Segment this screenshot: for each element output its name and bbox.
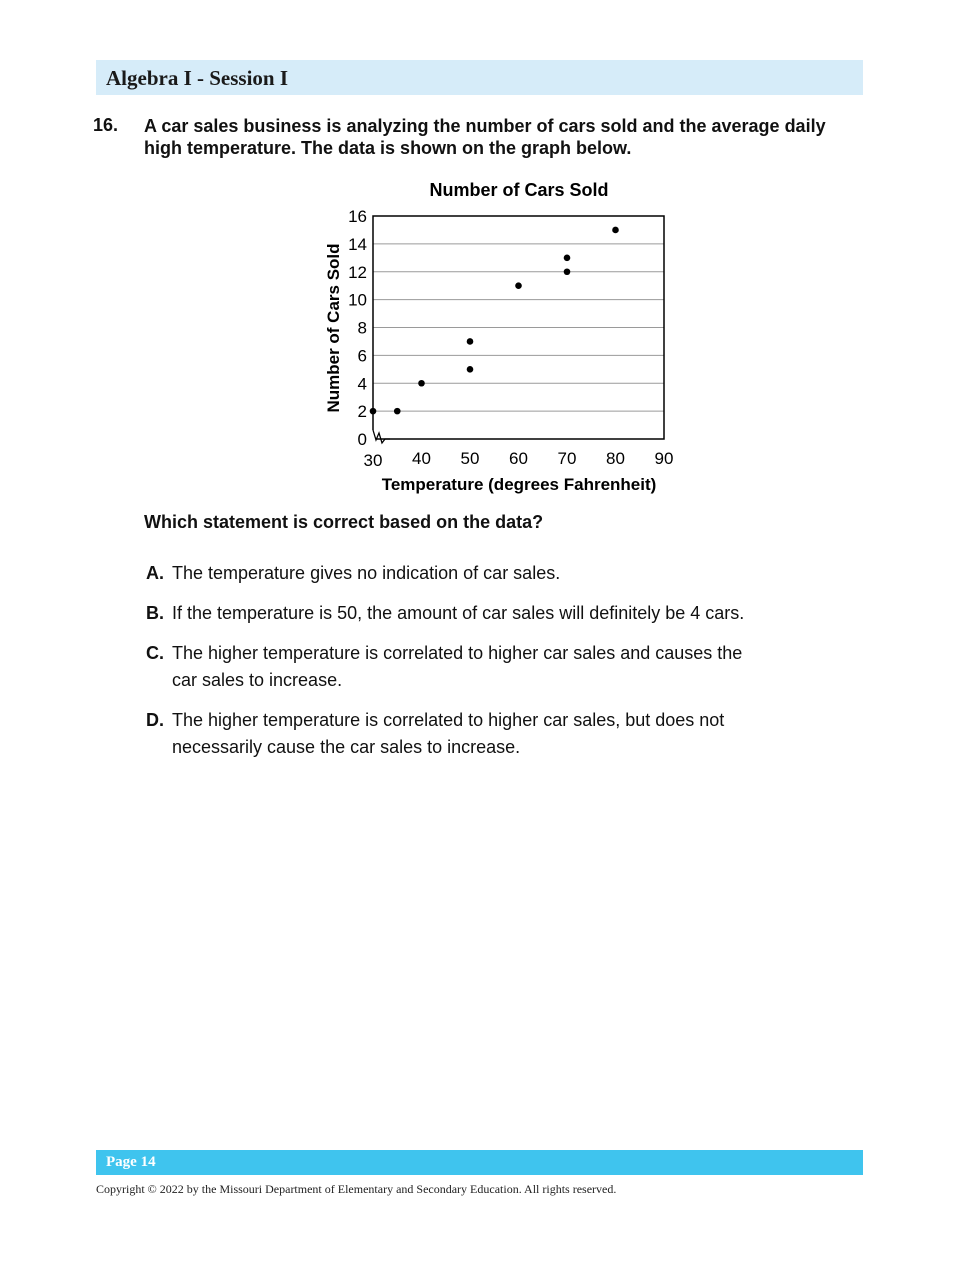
choice-b[interactable] bbox=[146, 600, 766, 627]
x-tick-labels bbox=[364, 449, 674, 470]
footer-bar bbox=[96, 1150, 863, 1175]
data-point bbox=[467, 338, 474, 345]
question-number: 16. bbox=[93, 115, 119, 135]
choice-c[interactable] bbox=[146, 640, 766, 694]
choice-c-text: The higher temperature is correlated to higher car sales and causes the car sales to increase. bbox=[172, 643, 743, 690]
choice-a[interactable] bbox=[146, 560, 766, 587]
chart-title: Number of Cars Sold bbox=[429, 180, 609, 200]
session-title: Algebra I - Session I bbox=[106, 66, 289, 90]
chart-grid bbox=[373, 244, 664, 411]
x-tick-label: 50 bbox=[460, 449, 480, 468]
data-point bbox=[394, 408, 401, 415]
choice-a-letter: A. bbox=[146, 563, 164, 583]
data-point bbox=[370, 408, 377, 415]
data-point bbox=[418, 380, 425, 387]
question-stem: A car sales business is analyzing the number of cars sold and the average daily high temperature. The data is shown on the graph below. bbox=[144, 116, 826, 158]
choice-d-letter: D. bbox=[146, 710, 164, 730]
scatter-chart bbox=[300, 170, 700, 500]
y-tick-label: 4 bbox=[357, 374, 367, 394]
data-point bbox=[612, 227, 619, 234]
y-tick-label: 14 bbox=[348, 234, 367, 254]
answer-choices bbox=[146, 560, 766, 774]
choice-d-text: The higher temperature is correlated to higher car sales, but does not necessarily cause the car sales to increase. bbox=[172, 710, 725, 757]
y-tick-label: 16 bbox=[348, 207, 367, 226]
data-points bbox=[370, 227, 619, 415]
y-tick-label: 12 bbox=[348, 262, 367, 282]
data-point bbox=[515, 282, 522, 289]
y-tick-label: 8 bbox=[357, 318, 367, 338]
data-point bbox=[467, 366, 474, 373]
data-point bbox=[564, 255, 571, 262]
y-tick-label: 10 bbox=[348, 290, 367, 310]
data-point bbox=[564, 268, 571, 275]
x-tick-label: 80 bbox=[606, 449, 625, 468]
x-tick-label: 30 bbox=[363, 451, 383, 470]
question-prompt: Which statement is correct based on the data? bbox=[144, 512, 544, 532]
x-tick-label: 60 bbox=[509, 449, 528, 468]
page-number: Page 14 bbox=[106, 1154, 156, 1170]
y-tick-label: 2 bbox=[357, 402, 367, 422]
y-tick-label: 0 bbox=[357, 430, 367, 449]
x-tick-label: 40 bbox=[412, 449, 431, 468]
x-axis-label: Temperature (degrees Fahrenheit) bbox=[381, 475, 657, 494]
choice-b-text: If the temperature is 50, the amount of car sales will definitely be 4 cars. bbox=[172, 603, 745, 623]
x-tick-label: 90 bbox=[654, 449, 674, 468]
y-tick-labels bbox=[348, 207, 367, 449]
header-bar bbox=[96, 60, 863, 95]
copyright-notice: Copyright © 2022 by the Missouri Department of Elementary and Secondary Education. All rights reserved. bbox=[96, 1182, 617, 1196]
choice-b-letter: B. bbox=[146, 603, 164, 623]
y-axis-label: Number of Cars Sold bbox=[324, 243, 343, 413]
choice-a-text: The temperature gives no indication of car sales. bbox=[172, 563, 561, 583]
y-tick-label: 6 bbox=[357, 346, 367, 366]
x-tick-label: 70 bbox=[557, 449, 577, 468]
choice-c-letter: C. bbox=[146, 643, 164, 663]
choice-d[interactable] bbox=[146, 707, 766, 761]
